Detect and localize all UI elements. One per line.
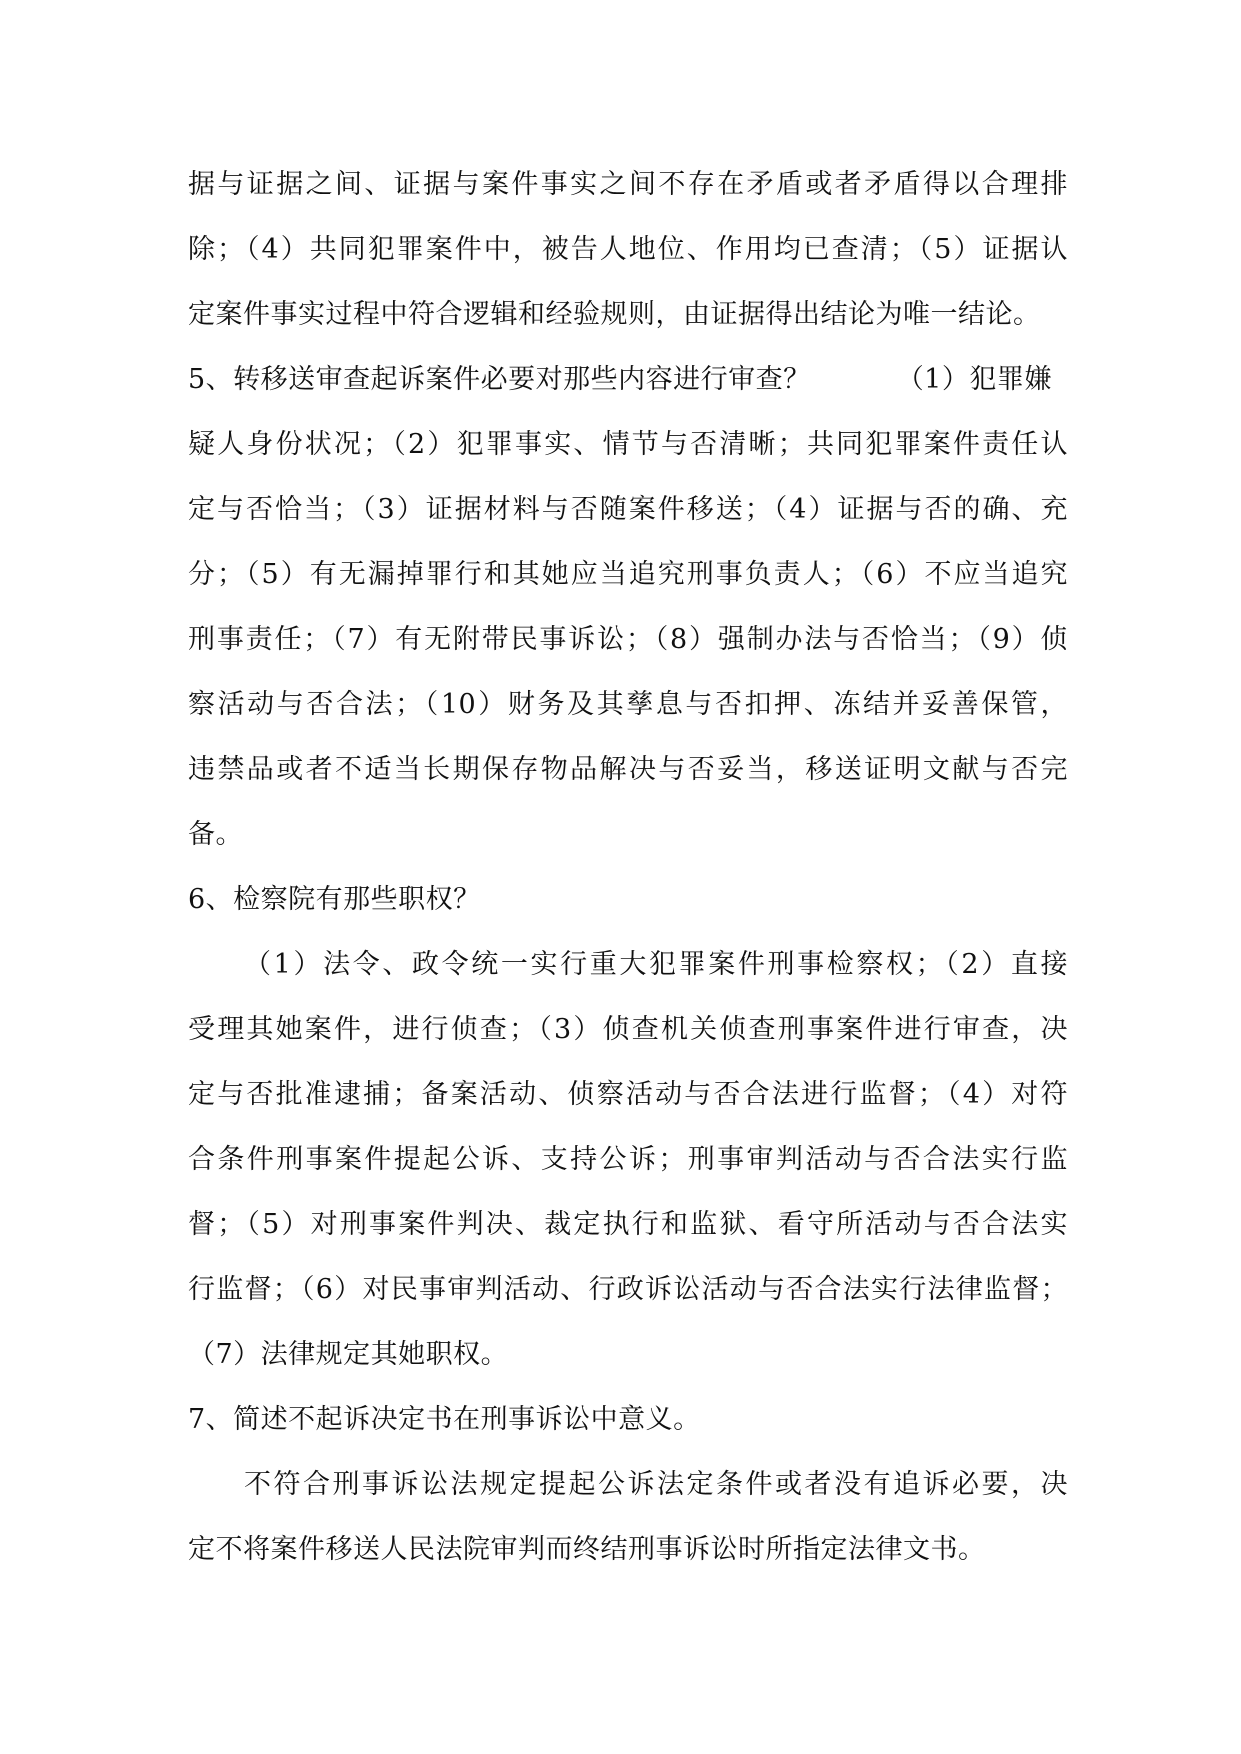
text-line: 定与否批准逮捕；备案活动、侦察活动与否合法进行监督；（4）对符 xyxy=(188,1079,1068,1110)
text-line: 督；（5）对刑事案件判决、裁定执行和监狱、看守所活动与否合法实 xyxy=(188,1209,1068,1240)
text-line: 备。 xyxy=(188,819,243,850)
text-line: （1）法令、政令统一实行重大犯罪案件刑事检察权；（2）直接 xyxy=(244,949,1068,980)
text-line: 受理其她案件，进行侦查；（3）侦查机关侦查刑事案件进行审查，决 xyxy=(188,1014,1068,1045)
text-line: 不符合刑事诉讼法规定提起公诉法定条件或者没有追诉必要，决 xyxy=(244,1469,1068,1500)
question-5-line xyxy=(188,347,1068,412)
document-body xyxy=(188,152,1068,1582)
text-line: 除；（4）共同犯罪案件中，被告人地位、作用均已查清；（5）证据认 xyxy=(188,234,1068,265)
text-line: 察活动与否合法；（10）财务及其孳息与否扣押、冻结并妥善保管， xyxy=(188,689,1068,720)
text-line: （7）法律规定其她职权。 xyxy=(188,1339,509,1370)
text-line: 违禁品或者不适当长期保存物品解决与否妥当，移送证明文献与否完 xyxy=(188,754,1068,785)
question-5-heading: 5、转移送审查起诉案件必要对那些内容进行审查？ xyxy=(188,364,811,395)
text-line: 据与证据之间、证据与案件事实之间不存在矛盾或者矛盾得以合理排 xyxy=(188,169,1068,200)
text-line: 疑人身份状况；（2）犯罪事实、情节与否清晰；共同犯罪案件责任认 xyxy=(188,429,1068,460)
question-6-heading: 6、检察院有那些职权？ xyxy=(188,884,481,915)
question-5-answer-start: （1）犯罪嫌 xyxy=(896,364,1052,395)
text-line: 定案件事实过程中符合逻辑和经验规则，由证据得出结论为唯一结论。 xyxy=(188,299,1041,330)
text-line: 分；（5）有无漏掉罪行和其她应当追究刑事负责人；（6）不应当追究 xyxy=(188,559,1068,590)
text-line: 合条件刑事案件提起公诉、支持公诉；刑事审判活动与否合法实行监 xyxy=(188,1144,1068,1175)
question-7-heading: 7、简述不起诉决定书在刑事诉讼中意义。 xyxy=(188,1404,701,1435)
text-line: 定与否恰当；（3）证据材料与否随案件移送；（4）证据与否的确、充 xyxy=(188,494,1068,525)
text-line: 行监督；（6）对民事审判活动、行政诉讼活动与否合法实行法律监督； xyxy=(188,1274,1068,1305)
text-line: 刑事责任；（7）有无附带民事诉讼；（8）强制办法与否恰当；（9）侦 xyxy=(188,624,1068,655)
text-line: 定不将案件移送人民法院审判而终结刑事诉讼时所指定法律文书。 xyxy=(188,1534,986,1565)
